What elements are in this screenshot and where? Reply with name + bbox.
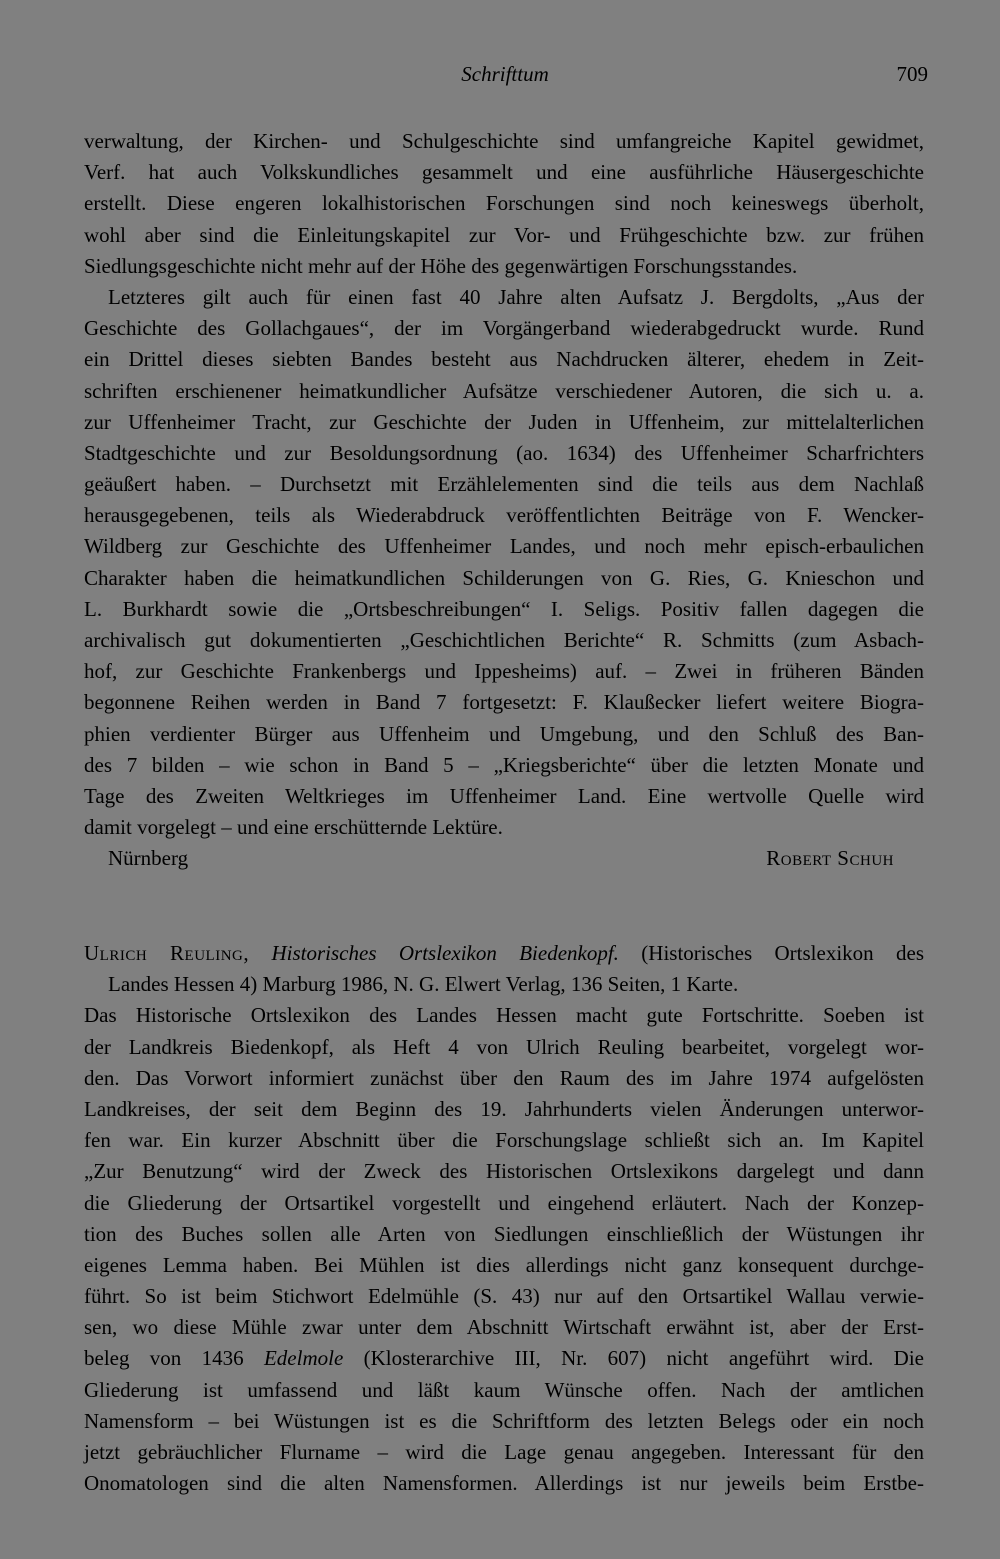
text-line: herausgegebenen, teils als Wiederabdruck veröffentlichten Beiträge von F. Wencker- — [84, 503, 924, 528]
page-number: 709 — [896, 62, 928, 86]
text-line: Letzteres gilt auch für einen fast 40 Jahre alten Aufsatz J. Bergdolts, „Aus der — [108, 284, 924, 309]
review-robert-schuh — [84, 126, 924, 875]
reviewer-name: Robert Schuh — [766, 846, 894, 871]
text-line: sen, wo diese Mühle zwar unter dem Abschnitt Wirtschaft erwähnt ist, aber der Erst- — [84, 1315, 924, 1340]
book-title: Historisches Ortslexikon Biedenkopf. — [271, 941, 619, 965]
text-line: Tage des Zweiten Weltkrieges im Uffenheimer Land. Eine wertvolle Quelle wird — [84, 783, 924, 808]
text-line: verwaltung, der Kirchen- und Schulgeschichte sind umfangreiche Kapitel gewidmet, — [84, 129, 924, 153]
page-header — [82, 62, 928, 92]
text-line: Stadtgeschichte und zur Besoldungsordnung (ao. 1634) des Uffenheimer Scharfrichters — [84, 440, 924, 465]
text-line: hof, zur Geschichte Frankenbergs und Ippesheims) auf. – Zwei in früheren Bänden — [84, 659, 924, 684]
text-line: führt. So ist beim Stichwort Edelmühle (S. 43) nur auf den Ortsartikel Wallau verwie- — [84, 1284, 924, 1309]
review-signature — [84, 843, 924, 874]
text-line: Namensform – bei Wüstungen ist es die Schriftform des letzten Belegs oder ein noch — [84, 1408, 924, 1433]
text-line: Das Historische Ortslexikon des Landes Hessen macht gute Fortschritte. Soeben ist — [84, 1003, 924, 1028]
text-line: Verf. hat auch Volkskundliches gesammelt und eine ausführliche Häusergeschichte — [84, 160, 924, 185]
text-line: des 7 bilden – wie schon in Band 5 – „Kriegsberichte“ über die letzten Monate und — [84, 752, 924, 777]
text-line: Onomatologen sind die alten Namensformen. Allerdings ist nur jeweils beim Erstbe- — [84, 1471, 924, 1496]
text-line: Wildberg zur Geschichte des Uffenheimer Landes, und noch mehr episch-erbaulichen — [84, 534, 924, 559]
text-line: eigenes Lemma haben. Bei Mühlen ist dies allerdings nicht ganz konsequent durchge- — [84, 1252, 924, 1277]
text-line: fen war. Ein kurzer Abschnitt über die Forschungslage schließt sich an. Im Kapitel — [84, 1128, 924, 1153]
text-line — [84, 1343, 924, 1374]
book-author: Ulrich Reuling, — [84, 941, 250, 965]
text-line: Charakter haben die heimatkundlichen Schilderungen von G. Ries, G. Knieschon und — [84, 565, 924, 590]
text-line: geäußert haben. – Durchsetzt mit Erzählelementen sind die teils aus dem Nachlaß — [84, 472, 924, 497]
text-line: damit vorgelegt – und eine erschütternde Lektüre. — [84, 815, 503, 840]
text-line: der Landkreis Biedenkopf, als Heft 4 von Ulrich Reuling bearbeitet, vorgelegt wor- — [84, 1034, 924, 1059]
review-reuling — [84, 938, 924, 1499]
text-line: Siedlungsgeschichte nicht mehr auf der Höhe des gegenwärtigen Forschungsstandes. — [84, 253, 798, 278]
text-line: „Zur Benutzung“ wird der Zweck des Historischen Ortslexikons dargelegt und dann — [84, 1159, 924, 1184]
text-line: den. Das Vorwort informiert zunächst über den Raum des im Jahre 1974 aufgelösten — [84, 1065, 924, 1090]
text-line: erstellt. Diese engeren lokalhistorischen Forschungen sind noch keineswegs überholt, — [84, 191, 924, 216]
source-term: Edelmole — [263, 1346, 344, 1371]
review-place: Nürnberg — [108, 846, 189, 871]
citation-line: Landes Hessen 4) Marburg 1986, N. G. Elwert Verlag, 136 Seiten, 1 Karte. — [108, 972, 739, 997]
text-line: schriften erschienener heimatkundlicher Aufsätze verschiedener Autoren, die sich u. a. — [84, 378, 924, 403]
text-line: Landkreises, der seit dem Beginn des 19. Jahrhunderts vielen Änderungen unterwor- — [84, 1096, 924, 1121]
text-line: ein Drittel dieses siebten Bandes besteht aus Nachdrucken älterer, ehedem in Zeit- — [84, 347, 924, 372]
text-line: phien verdienter Bürger aus Uffenheim und Umgebung, und den Schluß des Ban- — [84, 721, 924, 746]
running-title: Schrifttum — [461, 62, 549, 86]
text-line: Geschichte des Gollachgaues“, der im Vorgängerband wiederabgedruckt wurde. Rund — [84, 316, 924, 341]
text-line: L. Burkhardt sowie die „Ortsbeschreibungen“ I. Seligs. Positiv fallen dagegen die — [84, 596, 924, 621]
text-fragment: (Klosterarchive III, Nr. 607) nicht angeführt wird. Die — [343, 1346, 924, 1371]
text-line: begonnene Reihen werden in Band 7 fortgesetzt: F. Klaußecker liefert weitere Biogra- — [84, 690, 924, 715]
text-fragment: beleg von 1436 — [84, 1346, 264, 1371]
text-line: wohl aber sind die Einleitungskapitel zur Vor- und Frühgeschichte bzw. zur frühen — [84, 222, 924, 247]
text-line: archivalisch gut dokumentierten „Geschichtlichen Berichte“ R. Schmitts (zum Asbach- — [84, 628, 924, 652]
text-line: jetzt gebräuchlicher Flurname – wird die Lage genau angegeben. Interessant für den — [84, 1440, 924, 1464]
citation-line — [84, 938, 924, 969]
text-line: Gliederung ist umfassend und läßt kaum Wünsche offen. Nach der amtlichen — [84, 1377, 924, 1402]
citation-rest: (Historisches Ortslexikon des — [618, 941, 925, 965]
text-line: die Gliederung der Ortsartikel vorgestellt und eingehend erläutert. Nach der Konzep- — [84, 1190, 924, 1215]
text-line: zur Uffenheimer Tracht, zur Geschichte der Juden in Uffenheim, zur mittelalterlichen — [84, 409, 924, 434]
text-line: tion des Buches sollen alle Arten von Siedlungen einschließlich der Wüstungen ihr — [84, 1221, 924, 1246]
